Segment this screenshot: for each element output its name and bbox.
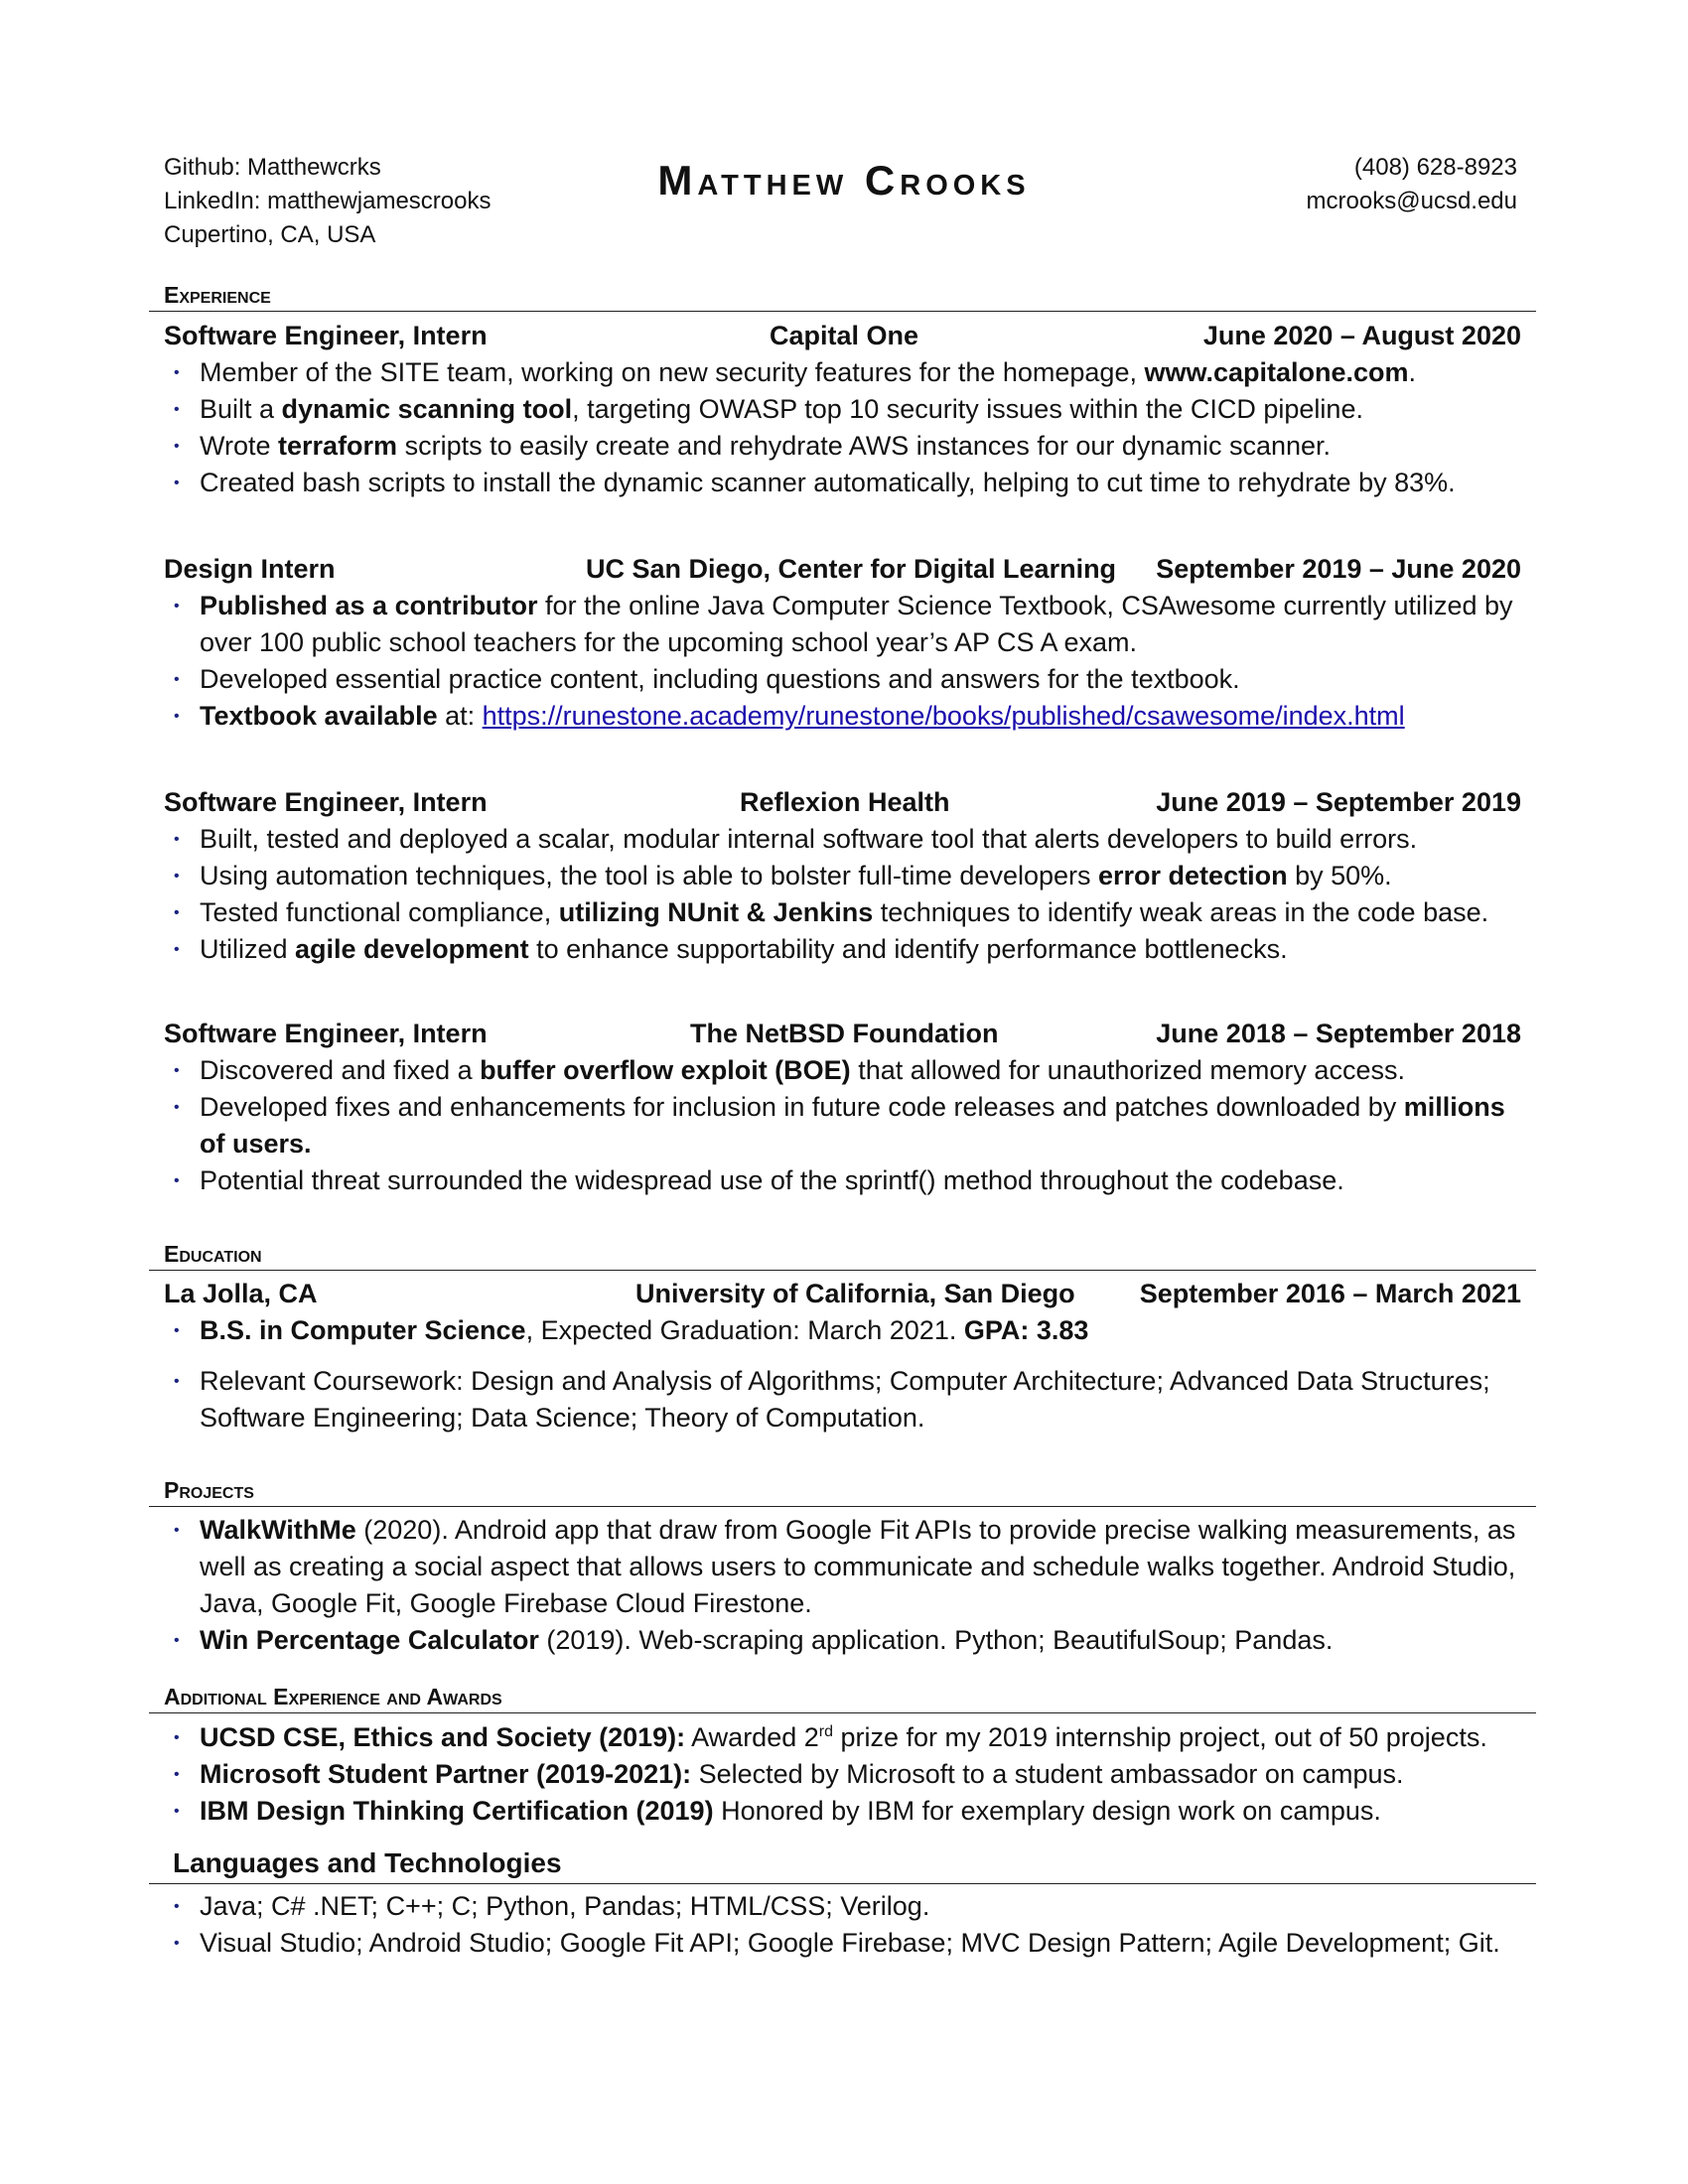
- award-item: • IBM Design Thinking Certification (2019) Honored by IBM for exemplary design work on campus.: [164, 1793, 1534, 1830]
- language-item: • Java; C# .NET; C++; C; Python, Pandas; HTML/CSS; Verilog.: [164, 1888, 1534, 1925]
- job-bullets: [164, 588, 1534, 735]
- job-title: Software Engineer, Intern: [164, 321, 488, 350]
- job-title: Software Engineer, Intern: [164, 787, 488, 817]
- bullet-item: • Built a dynamic scanning tool, targeting OWASP top 10 security issues within the CICD pipeline.: [164, 391, 1534, 428]
- contact-right: [1307, 151, 1517, 218]
- education-heading: Education: [149, 1239, 1536, 1271]
- project-item: • Win Percentage Calculator (2019). Web-scraping application. Python; BeautifulSoup; Pandas.: [164, 1622, 1534, 1659]
- bullet-item: • Wrote terraform scripts to easily create and rehydrate AWS instances for our dynamic scanner.: [164, 428, 1534, 465]
- linkedin-handle: LinkedIn: matthewjamescrooks: [164, 188, 492, 214]
- job-org: The NetBSD Foundation: [690, 1019, 999, 1048]
- job-org: Capital One: [770, 321, 919, 350]
- location: Cupertino, CA, USA: [164, 221, 376, 248]
- bullet-item: • Developed fixes and enhancements for inclusion in future code releases and patches downloaded by millions of users.: [164, 1089, 1534, 1162]
- github-handle: Github: Matthewcrks: [164, 154, 381, 181]
- bullet-item: • Using automation techniques, the tool is able to bolster full-time developers error detection by 50%.: [164, 858, 1534, 894]
- bullet-item: • Published as a contributor for the online Java Computer Science Textbook, CSAwesome currently utilized by over 100 public school teachers for the upcoming school year’s AP CS A exam.: [164, 588, 1534, 661]
- job-dates: June 2020 – August 2020: [1202, 321, 1521, 350]
- job-header: [164, 1016, 1521, 1051]
- bullet-item: • Utilized agile development to enhance supportability and identify performance bottlenecks.: [164, 931, 1534, 968]
- projects-bullets: [164, 1512, 1534, 1659]
- languages-heading: Languages and Technologies: [149, 1844, 1536, 1884]
- education-dates: September 2016 – March 2021: [1139, 1279, 1521, 1308]
- education-location: La Jolla, CA: [164, 1279, 318, 1308]
- job-header: [164, 784, 1521, 820]
- job-title: Design Intern: [164, 554, 336, 584]
- job-header: [164, 318, 1521, 353]
- bullet-item: • Created bash scripts to install the dynamic scanner automatically, helping to cut time to rehydrate by 83%.: [164, 465, 1534, 501]
- job-bullets: [164, 1052, 1534, 1199]
- job-title: Software Engineer, Intern: [164, 1019, 488, 1048]
- bullet-item: • Potential threat surrounded the widespread use of the sprintf() method throughout the codebase.: [164, 1162, 1534, 1199]
- job-org: Reflexion Health: [740, 787, 950, 817]
- school-name: University of California, San Diego: [635, 1279, 1075, 1308]
- award-item: • UCSD CSE, Ethics and Society (2019): Awarded 2rd prize for my 2019 internship project, out of 50 projects.: [164, 1719, 1534, 1756]
- bullet-item: • Tested functional compliance, utilizing NUnit & Jenkins techniques to identify weak areas in the code base.: [164, 894, 1534, 931]
- job-dates: June 2019 – September 2019: [1156, 787, 1521, 817]
- job-dates: June 2018 – September 2018: [1156, 1019, 1521, 1048]
- email-address: mcrooks@ucsd.edu: [1306, 188, 1517, 214]
- bullet-item: • Developed essential practice content, including questions and answers for the textbook.: [164, 661, 1534, 698]
- awards-heading: Additional Experience and Awards: [149, 1682, 1536, 1713]
- experience-heading: Experience: [149, 280, 1536, 312]
- bullet-item: • Textbook available at: https://runestone.academy/runestone/books/published/csawesome/index.html: [164, 698, 1534, 735]
- bullet-item: • Member of the SITE team, working on new security features for the homepage, www.capitalone.com.: [164, 354, 1534, 391]
- candidate-name: Matthew Crooks: [657, 157, 1031, 204]
- job-header: [164, 551, 1521, 587]
- bullet-item: • Built, tested and deployed a scalar, modular internal software tool that alerts developers to build errors.: [164, 821, 1534, 858]
- bullet-item: • B.S. in Computer Science, Expected Graduation: March 2021. GPA: 3.83: [164, 1312, 1534, 1349]
- phone-number: (408) 628-8923: [1353, 154, 1517, 181]
- languages-bullets: [164, 1888, 1534, 1962]
- projects-heading: Projects: [149, 1475, 1536, 1507]
- education-bullets: [164, 1312, 1534, 1436]
- bullet-item: • Discovered and fixed a buffer overflow exploit (BOE) that allowed for unauthorized memory access.: [164, 1052, 1534, 1089]
- education-header: [164, 1276, 1521, 1311]
- language-item: • Visual Studio; Android Studio; Google Fit API; Google Firebase; MVC Design Pattern; Agile Development; Git.: [164, 1925, 1534, 1962]
- textbook-link[interactable]: https://runestone.academy/runestone/books/published/csawesome/index.html: [482, 701, 1405, 731]
- job-org: UC San Diego, Center for Digital Learning: [586, 554, 1117, 584]
- award-item: • Microsoft Student Partner (2019-2021): Selected by Microsoft to a student ambassador on campus.: [164, 1756, 1534, 1793]
- job-bullets: [164, 354, 1534, 501]
- job-dates: September 2019 – June 2020: [1156, 554, 1521, 584]
- bullet-item: • Relevant Coursework: Design and Analysis of Algorithms; Computer Architecture; Advanced Data Structures; Software Engineering; Data Science; Theory of Computation.: [164, 1363, 1534, 1436]
- project-item: • WalkWithMe (2020). Android app that draw from Google Fit APIs to provide precise walking measurements, as well as creating a social aspect that allows users to communicate and schedule walks together. Android Studio, Java, Google Fit, Google Firebase Cloud Firestone.: [164, 1512, 1534, 1622]
- awards-bullets: [164, 1719, 1534, 1830]
- job-bullets: [164, 821, 1534, 968]
